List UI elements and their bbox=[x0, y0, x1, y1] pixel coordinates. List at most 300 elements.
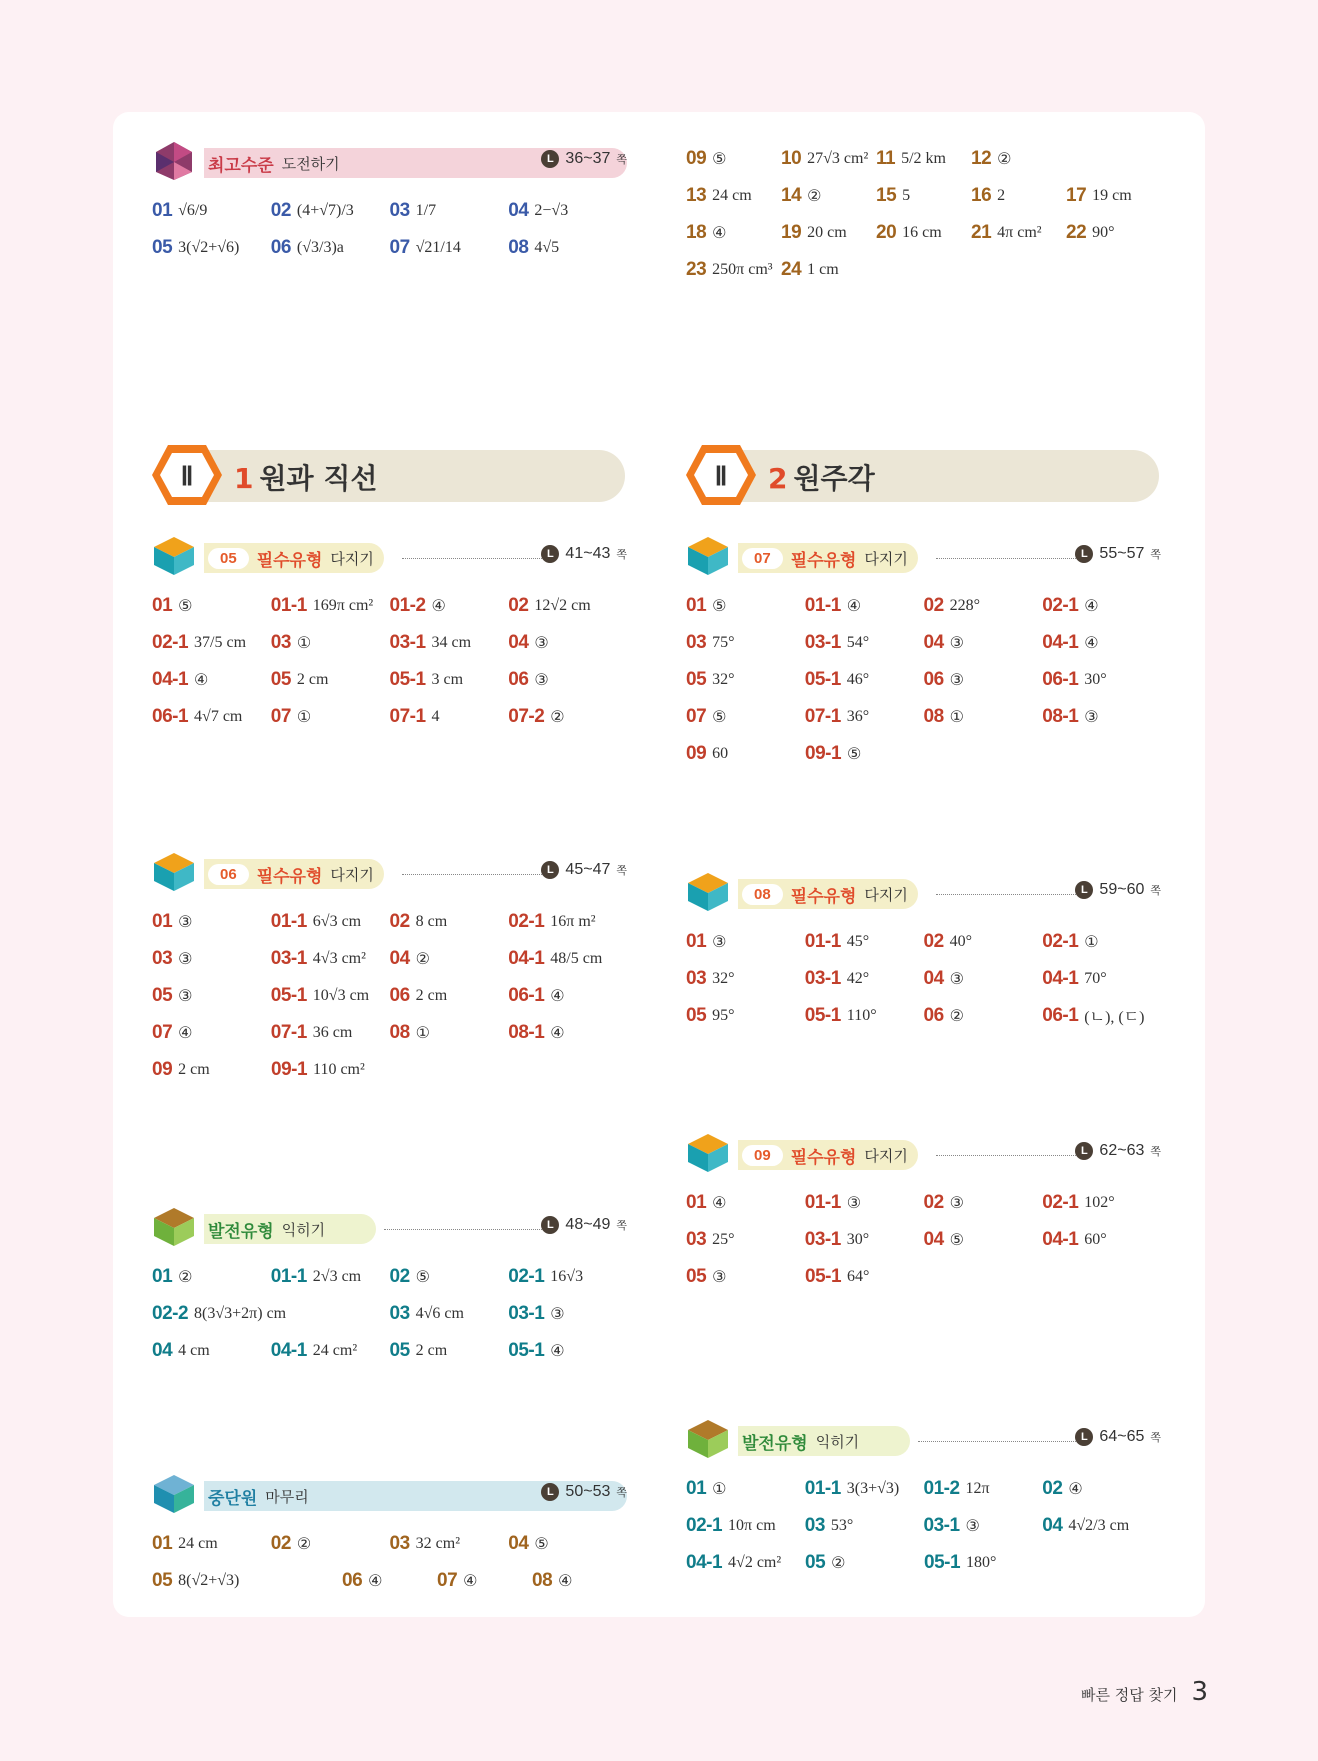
answer-value: ③ bbox=[178, 913, 193, 931]
answer-value: 40° bbox=[949, 932, 973, 950]
answer-value: ⑤ bbox=[949, 1231, 964, 1249]
answer-item bbox=[1042, 931, 1161, 953]
answer-item bbox=[686, 259, 781, 281]
answer-item bbox=[271, 200, 390, 222]
section-08 bbox=[686, 871, 1161, 1034]
question-number: 05 bbox=[686, 1004, 707, 1026]
question-number: 02 bbox=[389, 910, 410, 932]
question-number: 04 bbox=[1042, 1514, 1063, 1536]
answer-row bbox=[152, 1051, 627, 1088]
answer-value: 2 cm bbox=[415, 986, 448, 1004]
answer-value: ④ bbox=[463, 1572, 478, 1590]
answer-value: 180° bbox=[966, 1553, 997, 1571]
answer-value: (4+√7)/3 bbox=[296, 201, 354, 219]
answer-item bbox=[1042, 1478, 1161, 1500]
answer-item bbox=[342, 1570, 437, 1592]
chapter-title: 1 원과 직선 bbox=[234, 462, 378, 495]
answer-item bbox=[876, 222, 971, 244]
answer-value: 4√5 bbox=[534, 238, 560, 256]
answer-row bbox=[686, 735, 1161, 772]
question-number: 01-1 bbox=[804, 1191, 841, 1213]
cube-icon bbox=[686, 1132, 730, 1174]
question-number: 22 bbox=[1066, 221, 1087, 243]
answer-value: ② bbox=[415, 950, 430, 968]
section-subtitle: 다지기 bbox=[864, 549, 908, 568]
answer-value: 6√3 cm bbox=[312, 912, 362, 930]
answer-item bbox=[152, 669, 271, 691]
cube-icon bbox=[686, 871, 730, 913]
question-number: 01 bbox=[686, 594, 707, 616]
answer-row bbox=[686, 1258, 1161, 1295]
answer-row bbox=[686, 960, 1161, 997]
answer-item bbox=[152, 595, 271, 617]
question-number: 07 bbox=[270, 705, 291, 727]
question-number: 03-1 bbox=[389, 631, 426, 653]
cube-icon bbox=[152, 1473, 196, 1515]
answer-item bbox=[271, 985, 390, 1007]
question-number: 01-1 bbox=[270, 910, 307, 932]
answer-value: 46° bbox=[846, 670, 870, 688]
question-number: 01-1 bbox=[804, 930, 841, 952]
answer-row bbox=[686, 1184, 1161, 1221]
question-number: 04 bbox=[923, 631, 944, 653]
answer-item bbox=[805, 1515, 924, 1537]
answer-item bbox=[271, 595, 390, 617]
answer-row bbox=[686, 587, 1161, 624]
answer-item bbox=[686, 1192, 805, 1214]
answer-item bbox=[390, 1533, 509, 1555]
answer-item bbox=[508, 1022, 627, 1044]
answer-item bbox=[1042, 706, 1161, 728]
answer-value: 110 cm² bbox=[313, 1060, 365, 1078]
question-number: 05-1 bbox=[804, 668, 841, 690]
answer-value: ④ bbox=[1084, 634, 1099, 652]
answer-value: 3(3+√3) bbox=[846, 1479, 900, 1497]
answer-grid bbox=[152, 587, 627, 735]
question-number: 02-1 bbox=[508, 910, 545, 932]
question-number: 01 bbox=[152, 199, 173, 221]
answer-value: ④ bbox=[431, 597, 446, 615]
question-number: 01 bbox=[686, 1477, 707, 1499]
answer-row bbox=[152, 1562, 627, 1599]
answer-value: 102° bbox=[1084, 1193, 1115, 1211]
answer-item bbox=[508, 595, 627, 617]
section-header bbox=[686, 1418, 1161, 1458]
answer-item bbox=[1042, 632, 1161, 654]
answer-value: ④ bbox=[1084, 597, 1099, 615]
section-midterm-review bbox=[152, 1473, 627, 1599]
question-number: 01 bbox=[152, 1532, 173, 1554]
question-number: 07-1 bbox=[389, 705, 426, 727]
answer-item bbox=[924, 1192, 1043, 1214]
answer-value: 37/5 cm bbox=[194, 633, 247, 651]
answer-value: 2−√3 bbox=[534, 201, 569, 219]
section-subtitle: 익히기 bbox=[815, 1432, 860, 1451]
answer-item bbox=[152, 911, 271, 933]
question-number: 03 bbox=[686, 631, 707, 653]
answer-item bbox=[805, 1478, 924, 1500]
answer-value: ③ bbox=[534, 671, 549, 689]
answer-value: 4√3 cm² bbox=[312, 949, 366, 967]
answer-value: ④ bbox=[368, 1572, 383, 1590]
answer-value: (√3/3)a bbox=[296, 238, 344, 256]
answer-item bbox=[924, 632, 1043, 654]
section-header bbox=[686, 535, 1161, 575]
cube-icon bbox=[152, 851, 196, 893]
answer-value: ④ bbox=[712, 1194, 727, 1212]
answer-value: ③ bbox=[949, 1194, 964, 1212]
answer-item bbox=[1066, 222, 1161, 244]
question-number: 07 bbox=[152, 1021, 173, 1043]
answer-item bbox=[508, 706, 627, 728]
question-number: 05-1 bbox=[924, 1551, 961, 1573]
answer-item bbox=[1042, 1515, 1161, 1537]
answer-item bbox=[686, 706, 805, 728]
answer-item bbox=[271, 669, 390, 691]
question-number: 05-1 bbox=[389, 668, 426, 690]
answer-value: 2 bbox=[997, 186, 1006, 204]
answer-item bbox=[805, 1005, 924, 1027]
answer-value: ④ bbox=[550, 1342, 565, 1360]
answer-value: ④ bbox=[178, 1024, 193, 1042]
answer-item bbox=[924, 1229, 1043, 1251]
answer-item bbox=[686, 632, 805, 654]
answer-value: 228° bbox=[949, 596, 981, 614]
question-number: 24 bbox=[781, 258, 802, 280]
answer-item bbox=[152, 706, 271, 728]
answer-item bbox=[152, 200, 271, 222]
answer-item bbox=[152, 948, 271, 970]
answer-value: 70° bbox=[1084, 969, 1107, 987]
answer-item bbox=[390, 706, 509, 728]
answer-item bbox=[805, 1192, 924, 1214]
answer-grid bbox=[686, 587, 1161, 772]
roman-numeral: Ⅱ bbox=[714, 462, 728, 491]
answer-value: 16π m² bbox=[550, 912, 596, 930]
answer-row bbox=[686, 1507, 1161, 1544]
answer-value: 54° bbox=[846, 633, 870, 651]
answer-item bbox=[805, 595, 924, 617]
section-06 bbox=[152, 851, 627, 1088]
cube-icon bbox=[152, 535, 196, 577]
answer-item bbox=[924, 1552, 1043, 1574]
answer-item bbox=[508, 1533, 627, 1555]
section-header bbox=[152, 535, 627, 575]
question-number: 08-1 bbox=[508, 1021, 545, 1043]
answer-value: 4 bbox=[431, 707, 440, 725]
question-number: 05 bbox=[389, 1339, 410, 1361]
answer-item bbox=[924, 706, 1043, 728]
answer-row bbox=[152, 1258, 627, 1295]
section-top-level-continued bbox=[686, 140, 1161, 288]
answer-item bbox=[686, 1552, 805, 1574]
answer-item bbox=[152, 237, 271, 259]
question-number: 06-1 bbox=[508, 984, 545, 1006]
answer-value: 1/7 bbox=[415, 201, 437, 219]
answer-item bbox=[152, 1570, 342, 1592]
answer-item bbox=[390, 1022, 509, 1044]
l-mark-icon: L bbox=[1075, 1428, 1093, 1446]
section-subtitle: 익히기 bbox=[281, 1220, 326, 1239]
answer-value: ④ bbox=[550, 1024, 565, 1042]
answer-value: 16 cm bbox=[902, 223, 942, 241]
question-number: 06 bbox=[923, 1004, 944, 1026]
answer-item bbox=[686, 1478, 805, 1500]
cube-icon bbox=[686, 535, 730, 577]
question-number: 02-1 bbox=[1042, 1191, 1079, 1213]
roman-numeral: Ⅱ bbox=[180, 462, 194, 491]
answer-value: 30° bbox=[1084, 670, 1107, 688]
answer-item bbox=[805, 1229, 924, 1251]
answer-item bbox=[1042, 595, 1161, 617]
answer-value: ② bbox=[178, 1268, 193, 1286]
answer-value: ① bbox=[296, 708, 312, 726]
roman-numeral-hexagon-icon bbox=[150, 443, 224, 507]
question-number: 01 bbox=[686, 1191, 707, 1213]
answer-item bbox=[271, 632, 390, 654]
question-number: 05-1 bbox=[508, 1339, 545, 1361]
question-number: 03 bbox=[152, 947, 173, 969]
answer-value: 4π cm² bbox=[997, 223, 1042, 241]
question-number: 01 bbox=[152, 594, 173, 616]
answer-item bbox=[686, 669, 805, 691]
answer-row bbox=[152, 1332, 627, 1369]
page-reference: L 36~37 쪽 bbox=[541, 150, 627, 168]
answer-item bbox=[508, 948, 627, 970]
answer-value: 5/2 km bbox=[901, 149, 946, 167]
answer-value: 2√3 cm bbox=[312, 1267, 362, 1285]
answer-value: 36 cm bbox=[312, 1023, 353, 1041]
answer-item bbox=[924, 1005, 1043, 1027]
question-number: 01-1 bbox=[804, 594, 841, 616]
answer-row bbox=[686, 251, 1161, 288]
answer-item bbox=[876, 148, 971, 170]
question-number: 02 bbox=[923, 930, 944, 952]
answer-grid bbox=[152, 1258, 627, 1369]
answer-item bbox=[686, 931, 805, 953]
page-reference: L 41~43 쪽 bbox=[541, 545, 627, 563]
answer-value: ⑤ bbox=[415, 1268, 430, 1286]
answer-item bbox=[805, 931, 924, 953]
answer-item bbox=[390, 632, 509, 654]
answer-value: ③ bbox=[949, 970, 964, 988]
answer-item bbox=[437, 1570, 532, 1592]
question-number: 02-1 bbox=[686, 1514, 723, 1536]
question-number: 05 bbox=[805, 1551, 826, 1573]
answer-row bbox=[686, 1470, 1161, 1507]
page-number: 3 bbox=[1191, 1677, 1208, 1707]
question-number: 02 bbox=[1042, 1477, 1063, 1499]
l-mark-icon: L bbox=[541, 545, 559, 563]
answer-row bbox=[152, 229, 627, 266]
answer-value: 27√3 cm² bbox=[807, 149, 869, 167]
answer-value: 169π cm² bbox=[312, 596, 374, 614]
question-number: 08 bbox=[923, 705, 944, 727]
question-number: 04-1 bbox=[1042, 967, 1079, 989]
answer-row bbox=[686, 997, 1161, 1034]
question-number: 03 bbox=[686, 1228, 707, 1250]
question-number: 05 bbox=[686, 668, 707, 690]
question-number: 05-1 bbox=[804, 1004, 841, 1026]
answer-item bbox=[1042, 1229, 1161, 1251]
question-number: 02-1 bbox=[508, 1265, 545, 1287]
question-number: 07 bbox=[437, 1569, 458, 1591]
answer-item bbox=[508, 632, 627, 654]
question-number: 05-1 bbox=[805, 1265, 842, 1287]
question-number: 03-1 bbox=[270, 947, 307, 969]
answer-value: 32 cm² bbox=[415, 1534, 460, 1552]
answer-item bbox=[781, 259, 876, 281]
answer-value: 2 cm bbox=[178, 1060, 210, 1078]
chapter-title: 2 원주각 bbox=[768, 462, 875, 495]
question-number: 04-1 bbox=[152, 668, 189, 690]
answer-value: 3(√2+√6) bbox=[178, 238, 240, 256]
answer-row bbox=[152, 1295, 627, 1332]
answer-value: ③ bbox=[178, 987, 193, 1005]
answer-row bbox=[686, 1221, 1161, 1258]
question-number: 04 bbox=[923, 1228, 944, 1250]
answer-value: 8(3√3+2π) cm bbox=[194, 1304, 287, 1322]
question-number: 10 bbox=[781, 147, 802, 169]
l-mark-icon: L bbox=[541, 861, 559, 879]
question-number: 06 bbox=[923, 668, 944, 690]
answer-value: ① bbox=[415, 1024, 430, 1042]
answer-item bbox=[390, 1303, 509, 1325]
answer-item bbox=[686, 1229, 805, 1251]
answer-grid bbox=[152, 903, 627, 1088]
question-number: 02-1 bbox=[1042, 594, 1079, 616]
answer-item bbox=[152, 1059, 271, 1081]
answer-item bbox=[805, 669, 924, 691]
answer-value: 32° bbox=[712, 670, 735, 688]
question-number: 04 bbox=[508, 631, 529, 653]
answer-item bbox=[508, 985, 627, 1007]
section-title: 중단원 bbox=[208, 1488, 258, 1509]
question-number: 01 bbox=[152, 910, 173, 932]
question-number: 01-2 bbox=[923, 1477, 960, 1499]
question-number: 12 bbox=[971, 147, 992, 169]
answer-value: 16√3 bbox=[550, 1267, 584, 1285]
answer-item bbox=[271, 1022, 390, 1044]
question-number: 15 bbox=[876, 184, 897, 206]
question-number: 04 bbox=[508, 199, 529, 221]
answer-grid bbox=[152, 192, 627, 266]
question-number: 02 bbox=[270, 199, 291, 221]
page-reference: L 59~60 쪽 bbox=[1075, 881, 1161, 899]
answer-value: 4√6 cm bbox=[415, 1304, 464, 1322]
l-mark-icon: L bbox=[541, 1216, 559, 1234]
question-number: 03 bbox=[804, 1514, 825, 1536]
page-reference: L 64~65 쪽 bbox=[1075, 1428, 1161, 1446]
answer-grid bbox=[152, 1525, 627, 1599]
section-title: 필수유형 bbox=[256, 866, 323, 887]
answer-value: ⑤ bbox=[534, 1535, 549, 1553]
answer-value: 25° bbox=[712, 1230, 735, 1248]
answer-item bbox=[686, 1266, 805, 1288]
question-number: 06 bbox=[342, 1569, 363, 1591]
section-number: 09 bbox=[742, 1145, 783, 1166]
answer-item bbox=[686, 968, 805, 990]
question-number: 05 bbox=[686, 1265, 707, 1287]
cube-icon bbox=[152, 1206, 196, 1248]
section-title: 최고수준 bbox=[208, 155, 274, 176]
answer-item bbox=[805, 968, 924, 990]
answer-value: 42° bbox=[846, 969, 870, 987]
answer-value: ① bbox=[296, 634, 312, 652]
question-number: 02 bbox=[270, 1532, 291, 1554]
answer-item bbox=[508, 1266, 627, 1288]
question-number: 02-1 bbox=[152, 631, 189, 653]
answer-item bbox=[1042, 669, 1161, 691]
question-number: 04-1 bbox=[508, 947, 545, 969]
question-number: 01-1 bbox=[270, 594, 307, 616]
question-number: 04-1 bbox=[686, 1551, 723, 1573]
question-number: 18 bbox=[686, 221, 707, 243]
answer-item bbox=[1042, 1192, 1161, 1214]
answer-value: ③ bbox=[550, 1305, 565, 1323]
question-number: 06-1 bbox=[1042, 1004, 1079, 1026]
answer-value: 24 cm bbox=[712, 186, 752, 204]
answer-item bbox=[1042, 968, 1161, 990]
answer-value: ① bbox=[949, 708, 964, 726]
question-number: 08 bbox=[532, 1569, 553, 1591]
question-number: 09 bbox=[152, 1058, 173, 1080]
answer-value: ① bbox=[1084, 933, 1099, 951]
answer-value: 24 cm bbox=[178, 1534, 218, 1552]
answer-item bbox=[686, 1515, 805, 1537]
question-number: 06 bbox=[270, 236, 291, 258]
answer-value: 3 cm bbox=[431, 670, 464, 688]
answer-value: 4√2 cm² bbox=[728, 1553, 782, 1571]
question-number: 01 bbox=[686, 930, 707, 952]
answer-row bbox=[152, 1525, 627, 1562]
section-header bbox=[152, 1473, 627, 1513]
answer-value: ③ bbox=[712, 933, 727, 951]
question-number: 03 bbox=[389, 1302, 410, 1324]
question-number: 20 bbox=[876, 221, 897, 243]
answer-item bbox=[508, 669, 627, 691]
answer-value: 19 cm bbox=[1092, 186, 1132, 204]
question-number: 13 bbox=[686, 184, 707, 206]
section-title: 필수유형 bbox=[790, 550, 857, 571]
answer-value: ③ bbox=[965, 1517, 980, 1535]
question-number: 04-1 bbox=[1042, 1228, 1079, 1250]
answer-value: ④ bbox=[1068, 1480, 1083, 1498]
answer-item bbox=[971, 148, 1066, 170]
question-number: 08-1 bbox=[1042, 705, 1079, 727]
answer-value: 60° bbox=[1084, 1230, 1107, 1248]
question-number: 05 bbox=[152, 1569, 173, 1591]
section-09 bbox=[686, 1132, 1161, 1295]
answer-value: 4√7 cm bbox=[194, 707, 243, 725]
page-reference: L 55~57 쪽 bbox=[1075, 545, 1161, 563]
answer-row bbox=[686, 1544, 1161, 1581]
page-reference: L 62~63 쪽 bbox=[1075, 1142, 1161, 1160]
section-subtitle: 다지기 bbox=[864, 1146, 908, 1165]
answer-item bbox=[508, 911, 627, 933]
question-number: 01-2 bbox=[389, 594, 426, 616]
question-number: 03-1 bbox=[923, 1514, 960, 1536]
answer-value: 10π cm bbox=[728, 1516, 776, 1534]
question-number: 21 bbox=[971, 221, 992, 243]
answer-item bbox=[876, 185, 971, 207]
answer-value: 20 cm bbox=[807, 223, 847, 241]
answer-value: 8(√2+√3) bbox=[178, 1571, 240, 1589]
chapter-banner-1 bbox=[150, 443, 625, 507]
section-development-left bbox=[152, 1206, 627, 1369]
answer-item bbox=[805, 706, 924, 728]
answer-value: 250π cm³ bbox=[712, 260, 773, 278]
